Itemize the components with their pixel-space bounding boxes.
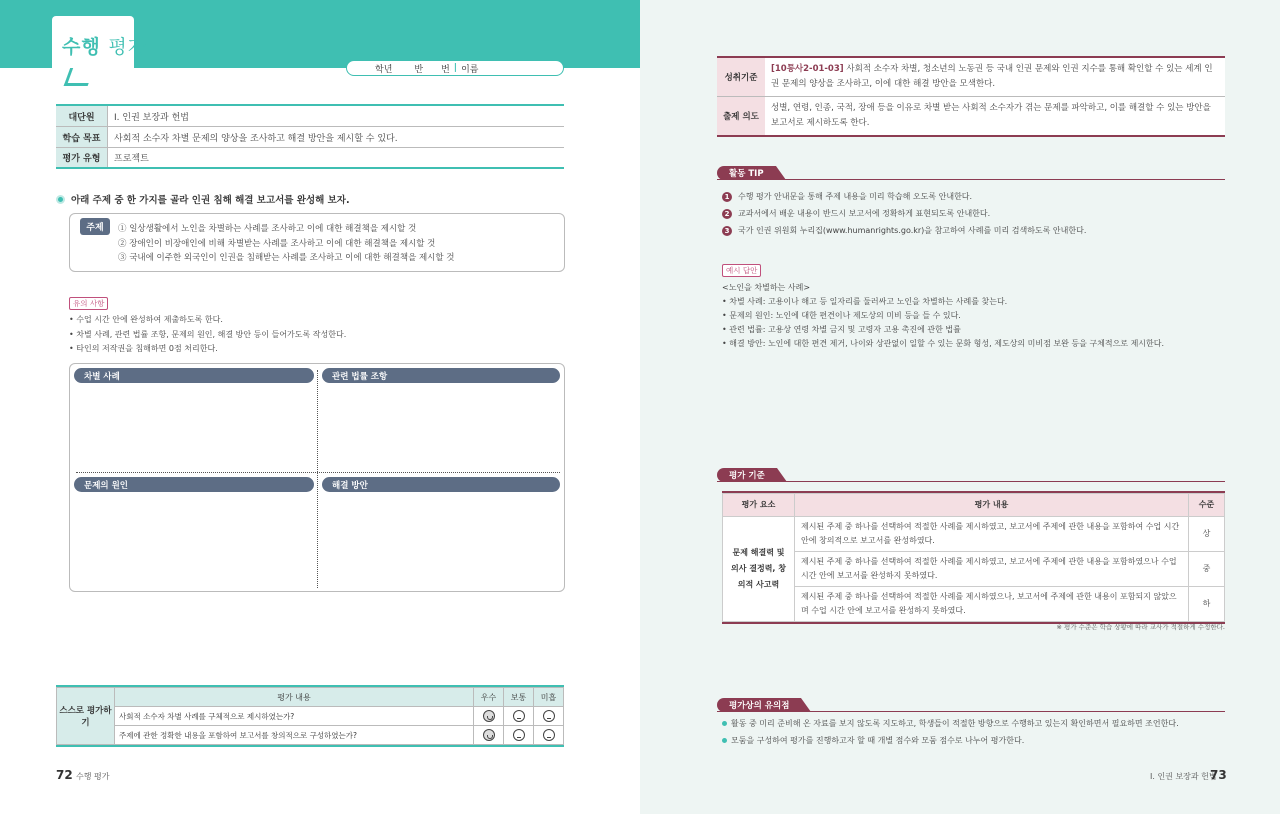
eval-section-head [717, 467, 777, 483]
example-line: • 문제의 원인: 노인에 대한 편견이나 제도상의 미비 등을 들 수 있다. [722, 311, 961, 320]
face-ok-cell[interactable] [504, 707, 534, 726]
intent-key: 출제 의도 [717, 97, 765, 135]
sad-face-icon[interactable] [543, 729, 555, 741]
bullet-icon [56, 195, 65, 204]
happy-face-icon[interactable] [483, 710, 495, 722]
tip-list [722, 188, 1086, 239]
neutral-face-icon[interactable] [513, 729, 525, 741]
box-header-cause: 문제의 원인 [74, 477, 314, 492]
caution-text: 활동 중 미리 준비해 온 자료를 보지 않도록 지도하고, 학생들이 적절한 방향으로 수행하고 있는지 확인하면서 필요하면 조언한다. [731, 719, 1179, 728]
right-page [640, 0, 1280, 814]
info-table [56, 104, 564, 169]
example-line: <노인을 차별하는 사례> [722, 283, 811, 292]
page-number: 72 [56, 768, 73, 782]
divider [76, 472, 560, 473]
box-header-law: 관련 법률 조항 [322, 368, 560, 383]
bullet-icon [722, 721, 727, 726]
info-key: 대단원 [56, 106, 108, 126]
info-key: 학습 목표 [56, 127, 108, 147]
eval-level: 하 [1189, 587, 1225, 622]
answer-area-cases[interactable] [74, 386, 314, 468]
eval-caution-list [722, 715, 1179, 749]
standards-row [717, 58, 1225, 97]
task-instruction [56, 192, 350, 206]
example-label: 예시 답안 [722, 264, 761, 277]
divider [717, 711, 1225, 712]
caution-label: 유의 사항 [69, 297, 108, 310]
tip-item [722, 222, 1086, 239]
level-good: 우수 [474, 688, 504, 707]
number-label: 번 [441, 64, 450, 75]
face-poor-cell[interactable] [534, 726, 564, 745]
topic-item: ② 장애인이 비장애인에 비해 차별받는 사례를 조사하고 이에 대한 해결책을 제시할 것 [118, 238, 436, 249]
title-part-2: 평가 [108, 36, 148, 58]
info-value: 사회적 소수자 차별 문제의 양상을 조사하고 해결 방안을 제시할 수 있다. [114, 133, 398, 144]
table-row [723, 552, 1225, 587]
standards-key: 성취기준 [717, 58, 765, 96]
page-label: Ⅰ. 인권 보장과 헌법 [1150, 772, 1217, 781]
standards-code: [10통사2-01-03] [771, 64, 844, 74]
eval-content: 제시된 주제 중 하나를 선택하여 적절한 사례를 제시하였으나, 보고서에 주제에 관한 내용이 포함되지 않았으며 수업 시간 안에 보고서를 완성하지 못하였다. [795, 587, 1189, 622]
tip-head-label: 활동 TIP [717, 166, 776, 180]
caution-item [722, 715, 1179, 732]
page-number: 73 [1210, 768, 1227, 782]
self-eval-table [56, 685, 564, 747]
face-good-cell[interactable] [474, 726, 504, 745]
info-value: Ⅰ. 인권 보장과 헌법 [114, 112, 189, 123]
table-row [57, 726, 564, 745]
eval-col-level: 수준 [1189, 494, 1225, 517]
table-row [57, 707, 564, 726]
example-line: • 관련 법률: 고용상 연령 차별 금지 및 고령자 고용 촉진에 관한 법률 [722, 325, 961, 334]
tip-section-head [717, 165, 776, 181]
standards-value [765, 58, 1225, 96]
class-label: 반 [414, 64, 424, 75]
caution-item: • 수업 시간 안에 완성하여 제출하도록 한다. [69, 315, 223, 324]
grade-label: 학년 [375, 64, 393, 75]
divider [717, 481, 1225, 482]
intent-text: 성별, 연령, 인종, 국적, 장애 등을 이유로 차별 받는 사회적 소수자가 겪는 문제를 파악하고, 이를 해결할 수 있는 방안을 보고서로 제시하도록 한다. [765, 97, 1225, 135]
answer-area-law[interactable] [322, 386, 560, 468]
topic-list [118, 222, 455, 266]
eval-level: 중 [1189, 552, 1225, 587]
eval-element: 문제 해결력 및 의사 결정력, 창의적 사고력 [723, 517, 795, 622]
number-icon: 1 [722, 192, 732, 202]
box-header-solution: 해결 방안 [322, 477, 560, 492]
self-eval-item: 주제에 관한 정확한 내용을 포함하여 보고서를 창의적으로 구성하였는가? [115, 726, 474, 745]
caution-item: • 타인의 저작권을 침해하면 0점 처리한다. [69, 344, 218, 353]
info-row [56, 106, 564, 127]
standards-table [717, 56, 1225, 137]
table-row [723, 587, 1225, 622]
tip-item [722, 205, 1086, 222]
happy-face-icon[interactable] [483, 729, 495, 741]
sad-face-icon[interactable] [543, 710, 555, 722]
number-icon: 3 [722, 226, 732, 236]
table-row [723, 517, 1225, 552]
page-title [62, 32, 147, 59]
caution-item [722, 732, 1179, 749]
number-icon: 2 [722, 209, 732, 219]
caution-head-label: 평가상의 유의점 [717, 698, 801, 712]
topic-tag: 주제 [80, 218, 110, 235]
info-row [56, 148, 564, 169]
caution-section-head [717, 697, 801, 713]
tip-item [722, 188, 1086, 205]
eval-note: ※ 평가 수준은 학습 상황에 따라 교사가 적절하게 수정한다. [1056, 623, 1225, 631]
eval-level: 상 [1189, 517, 1225, 552]
level-ok: 보통 [504, 688, 534, 707]
caution-text: 모둠을 구성하여 평가를 진행하고자 할 때 개별 점수와 모둠 점수로 나누어 평가한다. [731, 736, 1025, 745]
eval-col-element: 평가 요소 [723, 494, 795, 517]
tip-text: 교과서에서 배운 내용이 반드시 보고서에 정확하게 표현되도록 안내한다. [738, 209, 991, 218]
page-label: 수행 평가 [76, 772, 110, 781]
eval-table [722, 491, 1225, 624]
self-eval-side: 스스로 평가하기 [57, 688, 115, 745]
example-answer [722, 281, 1164, 351]
topic-item: ① 일상생활에서 노인을 차별하는 사례를 조사하고 이에 대한 해결책을 제시할 것 [118, 224, 417, 234]
eval-content: 제시된 주제 중 하나를 선택하여 적절한 사례를 제시하였고, 보고서에 주제에 관한 내용을 포함하였으나 수업 시간 안에 보고서를 완성하지 못하였다. [795, 552, 1189, 587]
tip-text: 수행 평가 안내문을 통해 주제 내용을 미리 학습해 오도록 안내한다. [738, 192, 973, 201]
bullet-icon [722, 738, 727, 743]
info-row [56, 127, 564, 148]
title-part-1: 수행 [62, 36, 101, 58]
eval-head-label: 평가 기준 [717, 468, 777, 482]
tip-text: 국가 인권 위원회 누리집(www.humanrights.go.kr)을 참고하여 사례를 미리 검색하도록 안내한다. [738, 226, 1087, 235]
face-ok-cell[interactable] [504, 726, 534, 745]
example-line: • 차별 사례: 고용이나 해고 등 일자리를 둘러싸고 노인을 차별하는 사례를 찾는다. [722, 297, 1008, 306]
info-key: 평가 유형 [56, 148, 108, 167]
neutral-face-icon[interactable] [513, 710, 525, 722]
info-value: 프로젝트 [114, 154, 149, 164]
name-bar [346, 60, 564, 76]
task-text: 아래 주제 중 한 가지를 골라 인권 침해 해결 보고서를 완성해 보자. [71, 195, 350, 206]
eval-content: 제시된 주제 중 하나를 선택하여 적절한 사례를 제시하였고, 보고서에 주제에 관한 내용을 포함하여 수업 시간 안에 창의적으로 보고서를 완성하였다. [795, 517, 1189, 552]
standards-text: 사회적 소수자 차별, 청소년의 노동권 등 국내 인권 문제와 인권 지수를 통해 확인할 수 있는 세계 인권 문제의 양상을 조사하고, 이에 대한 해결 방안을 모색한다. [771, 64, 1213, 89]
answer-area-solution[interactable] [322, 495, 560, 587]
face-poor-cell[interactable] [534, 707, 564, 726]
eval-col-content: 평가 내용 [795, 494, 1189, 517]
standards-row [717, 97, 1225, 135]
caution-list [69, 313, 346, 357]
self-eval-header: 평가 내용 [115, 688, 474, 707]
report-grid [69, 363, 565, 592]
box-header-cases: 차별 사례 [74, 368, 314, 383]
separator: | [453, 63, 458, 73]
name-label: 이름 [461, 64, 479, 75]
answer-area-cause[interactable] [74, 495, 314, 587]
topic-box [69, 213, 565, 272]
caution-item: • 차별 사례, 관련 법률 조항, 문제의 원인, 해결 방안 등이 들어가도록 작성한다. [69, 329, 347, 339]
divider [717, 179, 1225, 180]
face-good-cell[interactable] [474, 707, 504, 726]
divider [317, 370, 318, 588]
example-line: • 해결 방안: 노인에 대한 편견 제거, 나이와 상관없이 일할 수 있는 문화 형성, 제도상의 미비점 보완 등을 구체적으로 제시한다. [722, 339, 1165, 348]
level-poor: 미흡 [534, 688, 564, 707]
topic-item: ③ 국내에 이주한 외국인이 인권을 침해받는 사례를 조사하고 이에 대한 해결책을 제시할 것 [118, 253, 455, 263]
self-eval-item: 사회적 소수자 차별 사례를 구체적으로 제시하였는가? [115, 707, 474, 726]
